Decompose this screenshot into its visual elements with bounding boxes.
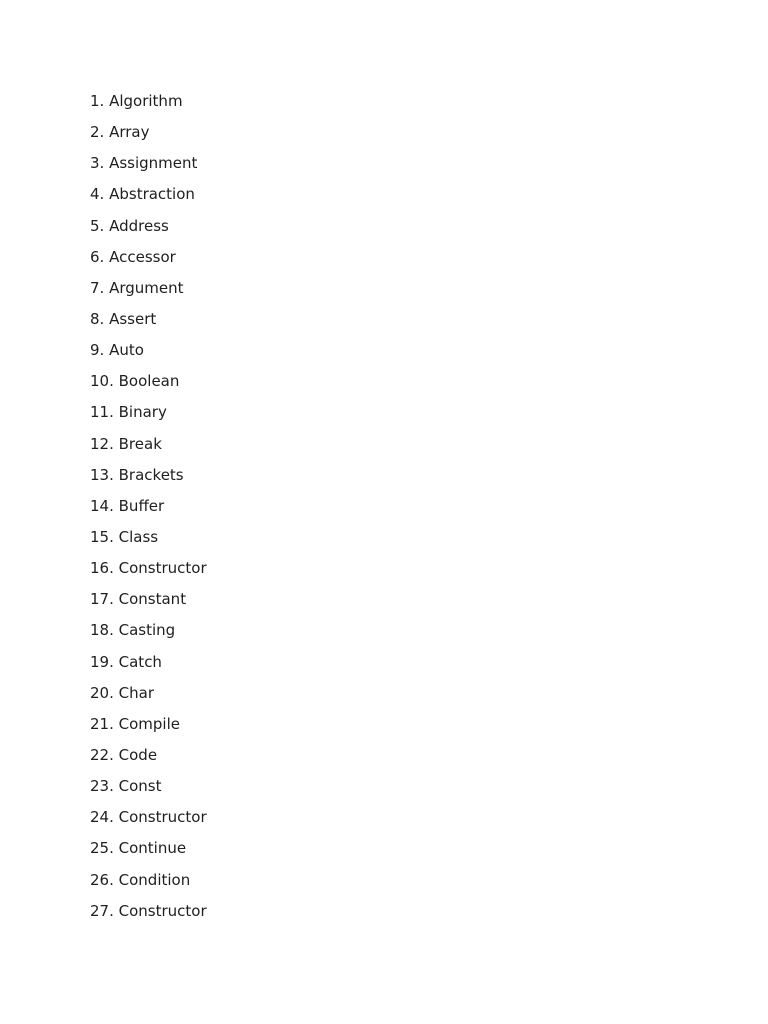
list-item [90,745,207,776]
list-item [90,402,207,433]
item-number: 12. [90,434,114,453]
item-number: 25. [90,839,114,858]
item-number: 20. [90,683,114,702]
item-term: Auto [109,341,144,360]
item-number: 16. [90,559,114,578]
item-number: 13. [90,465,114,484]
item-number: 11. [90,403,114,422]
item-term: Catch [118,652,162,671]
item-term: Accessor [109,247,176,266]
list-item [90,620,207,651]
list-item [90,91,207,122]
list-item [90,901,207,932]
item-number: 5. [90,216,105,235]
item-term: Condition [118,870,191,889]
list-item [90,122,207,153]
item-term: Argument [109,278,184,297]
item-term: Constructor [118,808,207,827]
item-number: 17. [90,590,114,609]
list-item [90,714,207,745]
item-number: 4. [90,185,105,204]
item-term: Constant [118,590,187,609]
list-item [90,589,207,620]
list-item [90,340,207,371]
list-item [90,278,207,309]
list-item [90,683,207,714]
item-term: Brackets [118,465,184,484]
term-list [90,91,207,932]
item-term: Constructor [118,901,207,920]
item-term: Break [118,434,162,453]
item-term: Address [109,216,169,235]
item-number: 10. [90,372,114,391]
item-term: Continue [118,839,187,858]
item-number: 2. [90,123,105,142]
item-number: 19. [90,652,114,671]
list-item [90,652,207,683]
item-number: 22. [90,745,114,764]
item-number: 1. [90,92,105,110]
item-term: Binary [118,403,167,422]
item-number: 6. [90,247,105,266]
item-term: Assignment [109,154,198,173]
list-item [90,558,207,589]
item-number: 27. [90,901,114,920]
item-number: 23. [90,777,114,796]
item-number: 24. [90,808,114,827]
list-item [90,371,207,402]
item-term: Boolean [118,372,180,391]
item-term: Casting [118,621,176,640]
item-term: Buffer [118,496,165,515]
item-number: 26. [90,870,114,889]
item-term: Assert [109,309,157,328]
list-item [90,527,207,558]
list-item [90,184,207,215]
item-term: Array [109,123,150,142]
list-item [90,776,207,807]
item-term: Const [118,777,162,796]
item-number: 8. [90,309,105,328]
item-number: 3. [90,154,105,173]
item-number: 21. [90,714,114,733]
item-term: Char [118,683,154,702]
item-number: 18. [90,621,114,640]
list-item [90,496,207,527]
list-item [90,838,207,869]
item-term: Constructor [118,559,207,578]
item-number: 15. [90,527,114,546]
list-item [90,153,207,184]
list-item [90,870,207,901]
list-item [90,465,207,496]
item-number: 9. [90,341,105,360]
list-item [90,247,207,278]
item-number: 7. [90,278,105,297]
item-number: 14. [90,496,114,515]
item-term: Compile [118,714,180,733]
item-term: Abstraction [109,185,195,204]
item-term: Code [118,745,158,764]
item-term: Class [118,527,159,546]
list-item [90,216,207,247]
item-term: Algorithm [109,92,183,110]
list-item [90,434,207,465]
list-item [90,807,207,838]
list-item [90,309,207,340]
